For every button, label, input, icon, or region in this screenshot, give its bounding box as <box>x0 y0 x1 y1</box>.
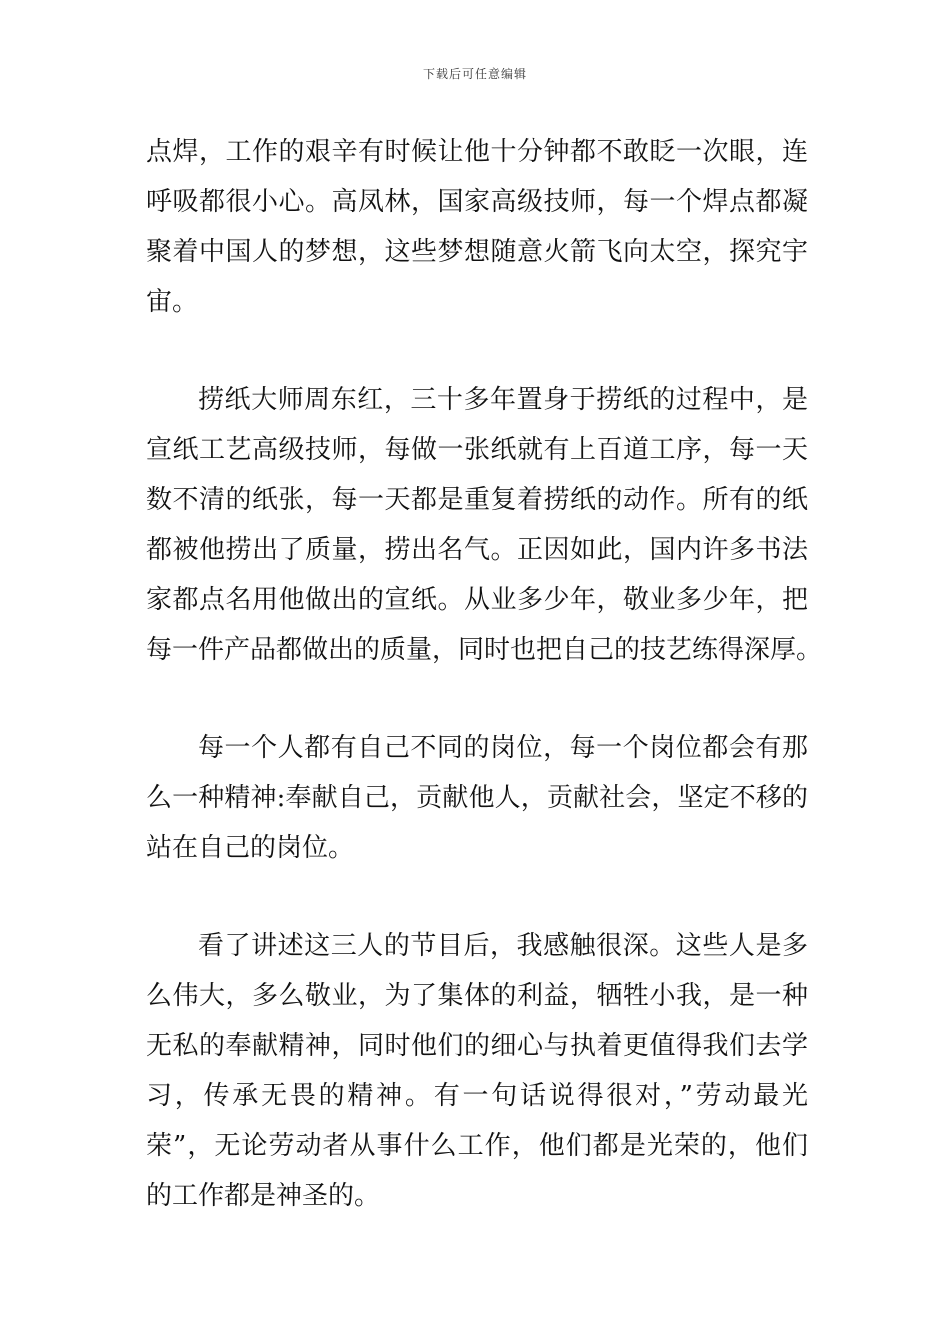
text-line: 聚着中国人的梦想，这些梦想随意火箭飞向太空，探究宇 <box>146 237 808 267</box>
paragraph-3 <box>146 723 808 873</box>
page-header: 下载后可任意编辑 <box>422 67 527 81</box>
text-line: 宣纸工艺高级技师，每做一张纸就有上百道工序，每一天 <box>146 435 808 465</box>
text-line: 习，传承无畏的精神。有一句话说得很对，”劳动最光 <box>146 1081 808 1111</box>
paragraph-gap <box>146 675 808 723</box>
text-line: 无私的奉献精神，同时他们的细心与执着更值得我们去学 <box>146 1031 808 1061</box>
text-line: 站在自己的岗位。 <box>146 833 355 863</box>
text-line: 都被他捞出了质量，捞出名气。正因如此，国内许多书法 <box>146 535 808 565</box>
text-line: 荣”，无论劳动者从事什么工作，他们都是光荣的，他们 <box>146 1131 808 1161</box>
text-line: 数不清的纸张，每一天都是重复着捞纸的动作。所有的纸 <box>146 485 808 515</box>
text-line: 点焊，工作的艰辛有时候让他十分钟都不敢眨一次眼，连 <box>146 137 808 167</box>
text-line: 每一件产品都做出的质量，同时也把自己的技艺练得深厚。 <box>146 635 823 665</box>
paragraph-4 <box>146 921 808 1221</box>
text-line: 看了讲述这三人的节目后，我感触很深。这些人是多 <box>198 931 808 961</box>
text-line: 么一种精神:奉献自己，贡献他人，贡献社会，坚定不移的 <box>146 783 808 813</box>
paragraph-gap <box>146 327 808 375</box>
text-line: 么伟大，多么敬业，为了集体的利益，牺牲小我，是一种 <box>146 981 808 1011</box>
paragraph-2 <box>146 375 823 675</box>
text-line: 呼吸都很小心。高凤林，国家高级技师，每一个焊点都凝 <box>146 187 808 217</box>
text-line: 每一个人都有自己不同的岗位，每一个岗位都会有那 <box>198 733 808 763</box>
text-line: 的工作都是神圣的。 <box>146 1181 381 1211</box>
paragraph-gap <box>146 873 808 921</box>
text-line: 家都点名用他做出的宣纸。从业多少年，敬业多少年，把 <box>146 585 808 615</box>
text-line: 宙。 <box>146 287 199 317</box>
document-body <box>146 127 823 1221</box>
paragraph-1 <box>146 127 808 327</box>
text-line: 捞纸大师周东红，三十多年置身于捞纸的过程中，是 <box>198 385 808 415</box>
